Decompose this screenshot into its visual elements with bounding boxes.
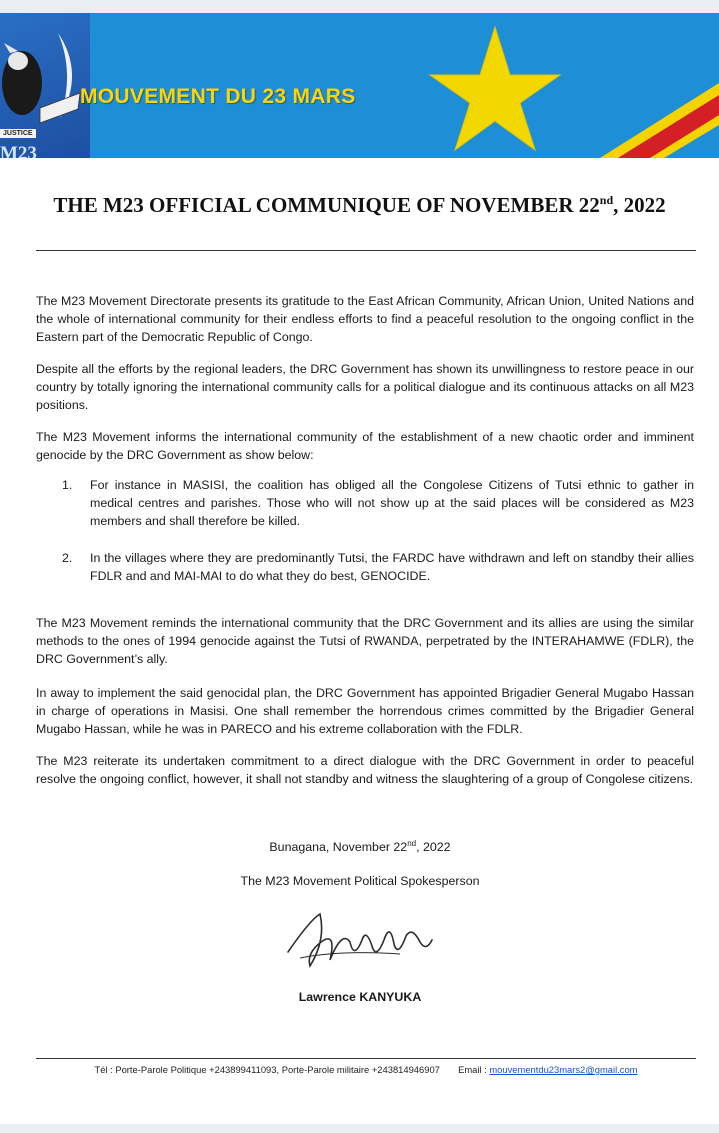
signer-name: Lawrence KANYUKA: [298, 990, 422, 1004]
top-edge: [0, 0, 719, 13]
list-number: 2.: [62, 551, 73, 565]
signature-image: [280, 900, 440, 980]
paragraph: The M23 Movement informs the international community of the establishment of a new chaotic order and imminent genocide by the DRC Government as show below:: [36, 430, 694, 462]
header-banner: [0, 13, 719, 158]
list-number: 1.: [62, 478, 73, 492]
footer-divider: [36, 1058, 696, 1059]
email-link[interactable]: mouvementdu23mars2@gmail.com: [489, 1064, 638, 1075]
paragraph: The M23 Movement Directorate presents its gratitude to the East African Community, African Union, United Nations and the whole of international community for their endless efforts to find a peaceful resolution to the ongoing conflict in the Eastern part of the Democratic Republic of Congo.: [36, 294, 694, 344]
document-title: THE M23 OFFICIAL COMMUNIQUE OF NOVEMBER 22nd, 2022: [53, 193, 666, 217]
place-date: Bunagana, November 22nd, 2022: [269, 839, 451, 855]
title-divider: [36, 250, 696, 251]
paragraph: Despite all the efforts by the regional leaders, the DRC Government has shown its unwillingness to restore peace in our country by totally ignoring the international community calls for a political dialogue and its continuous attacks on all M23 positions.: [36, 362, 694, 412]
list-item: [62, 549, 694, 585]
logo-panel: [0, 13, 90, 158]
paragraph: The M23 reiterate its undertaken commitment to a direct dialogue with the DRC Government in order to peaceful resolve the ongoing conflict, however, it shall not standby and witness the slaughtering of a group of Congolese citizens.: [36, 754, 694, 786]
footer-contact: [36, 1064, 696, 1075]
signer-role: The M23 Movement Political Spokesperson: [240, 874, 480, 888]
list-text: For instance in MASISI, the coalition has obliged all the Congolese Citizens of Tutsi ethnic to gather in medical centres and parishes. Those who will not show up at the said places will be considered as M23 members and shall therefore be killed.: [90, 478, 694, 528]
list-text: In the villages where they are predominantly Tutsi, the FARDC have withdrawn and left on standby their allies FDLR and and MAI-MAI to do what they do best, GENOCIDE.: [90, 551, 694, 583]
banner-title: MOUVEMENT DU 23 MARS: [80, 85, 356, 108]
paragraph: The M23 Movement reminds the international community that the DRC Government and its allies are using the similar methods to the ones of 1994 genocide against the Tutsi of RWANDA, perpetrated by the INTERAHAMWE (FDLR), the DRC Government’s ally.: [36, 616, 694, 666]
footer-email-label: Email :: [458, 1064, 490, 1075]
footer-phones: Tél : Porte-Parole Politique +243899411093, Porte-Parole militaire +243814946907: [94, 1064, 440, 1075]
logo-motto: JUSTICE: [0, 129, 36, 138]
star-icon: [430, 27, 560, 150]
logo-text: M23: [0, 143, 37, 158]
list-item: [62, 476, 694, 530]
paragraph: In away to implement the said genocidal plan, the DRC Government has appointed Brigadier General Mugabo Hassan in charge of operations in Masisi. One shall remember the horrendous crimes committed by the Brigadier General Mugabo Hassan, while he was in PARECO and his extreme collaboration with the FDLR.: [36, 686, 694, 736]
bottom-edge: [0, 1124, 719, 1133]
